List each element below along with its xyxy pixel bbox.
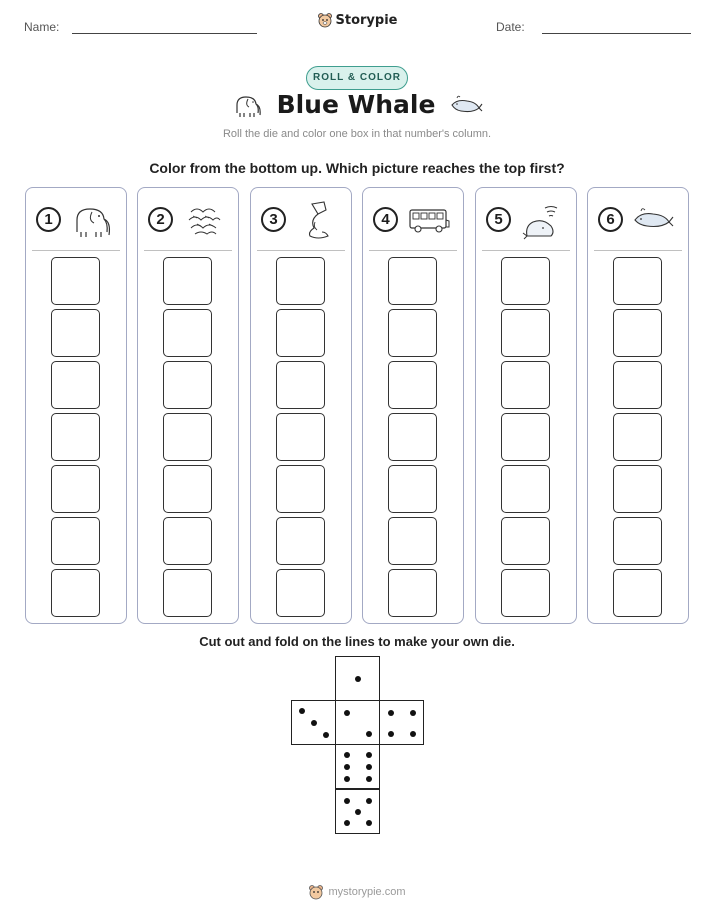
die-pip	[344, 710, 350, 716]
color-box[interactable]	[163, 361, 212, 409]
instruction: Color from the bottom up. Which picture reaches the top first?	[149, 160, 565, 176]
color-box[interactable]	[51, 309, 100, 357]
column-divider	[594, 250, 682, 251]
color-box[interactable]	[613, 413, 662, 461]
die-face-1	[335, 656, 380, 701]
color-box[interactable]	[501, 257, 550, 305]
column-1	[25, 187, 127, 624]
column-number: 4	[373, 207, 398, 232]
die-face-4	[379, 700, 424, 745]
die-pip	[344, 764, 350, 770]
color-box[interactable]	[388, 517, 437, 565]
name-line[interactable]	[72, 33, 257, 34]
storypie-bear-icon	[308, 884, 324, 900]
column-number: 6	[598, 207, 623, 232]
die-pip	[366, 764, 372, 770]
die-face-2	[335, 700, 380, 745]
color-box[interactable]	[163, 465, 212, 513]
column-3	[250, 187, 352, 624]
color-box[interactable]	[501, 517, 550, 565]
color-box[interactable]	[613, 517, 662, 565]
color-box[interactable]	[51, 569, 100, 617]
die-pip	[388, 710, 394, 716]
die-pip	[355, 809, 361, 815]
color-box[interactable]	[163, 517, 212, 565]
color-box[interactable]	[276, 309, 325, 357]
die-pip	[311, 720, 317, 726]
die-face-5	[335, 789, 380, 834]
column-number: 1	[36, 207, 61, 232]
column-number: 2	[148, 207, 173, 232]
color-box[interactable]	[51, 257, 100, 305]
school-bus-icon	[408, 200, 450, 240]
die-pip	[388, 731, 394, 737]
color-box[interactable]	[276, 517, 325, 565]
footer	[0, 884, 714, 900]
color-box[interactable]	[613, 257, 662, 305]
blue-whale-icon	[449, 93, 483, 117]
color-box[interactable]	[163, 413, 212, 461]
die-pip	[410, 710, 416, 716]
color-box[interactable]	[388, 413, 437, 461]
column-divider	[482, 250, 570, 251]
column-divider	[32, 250, 120, 251]
brand-logo	[0, 12, 714, 28]
die-face-6	[335, 744, 380, 789]
storypie-bear-icon	[317, 12, 333, 28]
die-pip	[344, 776, 350, 782]
color-box[interactable]	[388, 257, 437, 305]
color-box[interactable]	[276, 361, 325, 409]
die-pip	[366, 752, 372, 758]
column-6	[587, 187, 689, 624]
whale-sound-icon	[521, 200, 563, 240]
color-box[interactable]	[388, 361, 437, 409]
die-pip	[410, 731, 416, 737]
die-pip	[355, 676, 361, 682]
die-pip	[344, 798, 350, 804]
die-pip	[366, 820, 372, 826]
color-box[interactable]	[51, 361, 100, 409]
die-pip	[366, 731, 372, 737]
color-box[interactable]	[276, 257, 325, 305]
brand-name: Storypie	[335, 12, 398, 28]
color-box[interactable]	[613, 361, 662, 409]
color-box[interactable]	[276, 465, 325, 513]
die-pip	[344, 752, 350, 758]
date-label: Date:	[496, 20, 525, 34]
column-divider	[257, 250, 345, 251]
water-spout-icon	[296, 200, 338, 240]
column-5	[475, 187, 577, 624]
subtitle: Roll the die and color one box in that number's column.	[222, 128, 492, 140]
die-pip	[299, 708, 305, 714]
die-pip	[323, 732, 329, 738]
color-box[interactable]	[276, 413, 325, 461]
color-box[interactable]	[276, 569, 325, 617]
color-box[interactable]	[388, 569, 437, 617]
color-box[interactable]	[388, 309, 437, 357]
column-number: 3	[261, 207, 286, 232]
name-label: Name:	[24, 20, 60, 34]
elephant-icon	[71, 200, 113, 240]
color-box[interactable]	[51, 465, 100, 513]
cut-instruction: Cut out and fold on the lines to make your own die.	[199, 634, 515, 649]
color-box[interactable]	[501, 569, 550, 617]
footer-url[interactable]: mystorypie.com	[328, 886, 406, 898]
color-box[interactable]	[51, 517, 100, 565]
column-divider	[369, 250, 457, 251]
color-box[interactable]	[501, 413, 550, 461]
color-box[interactable]	[163, 257, 212, 305]
date-line[interactable]	[542, 33, 691, 34]
die-pip	[366, 776, 372, 782]
die-pip	[344, 820, 350, 826]
column-4	[362, 187, 464, 624]
color-box[interactable]	[501, 361, 550, 409]
color-box[interactable]	[613, 569, 662, 617]
color-box[interactable]	[163, 569, 212, 617]
color-box[interactable]	[613, 309, 662, 357]
elephant-icon	[231, 91, 263, 119]
color-box[interactable]	[613, 465, 662, 513]
color-box[interactable]	[163, 309, 212, 357]
page-title: Blue Whale	[276, 90, 436, 119]
krill-icon	[183, 200, 225, 240]
die-pip	[366, 798, 372, 804]
die-face-3	[291, 700, 336, 745]
column-number: 5	[486, 207, 511, 232]
color-box[interactable]	[501, 465, 550, 513]
title-row	[0, 90, 714, 119]
activity-badge: ROLL & COLOR	[306, 66, 408, 90]
color-box[interactable]	[388, 465, 437, 513]
column-2	[137, 187, 239, 624]
blue-whale-icon	[633, 200, 675, 240]
color-box[interactable]	[501, 309, 550, 357]
column-divider	[144, 250, 232, 251]
color-box[interactable]	[51, 413, 100, 461]
